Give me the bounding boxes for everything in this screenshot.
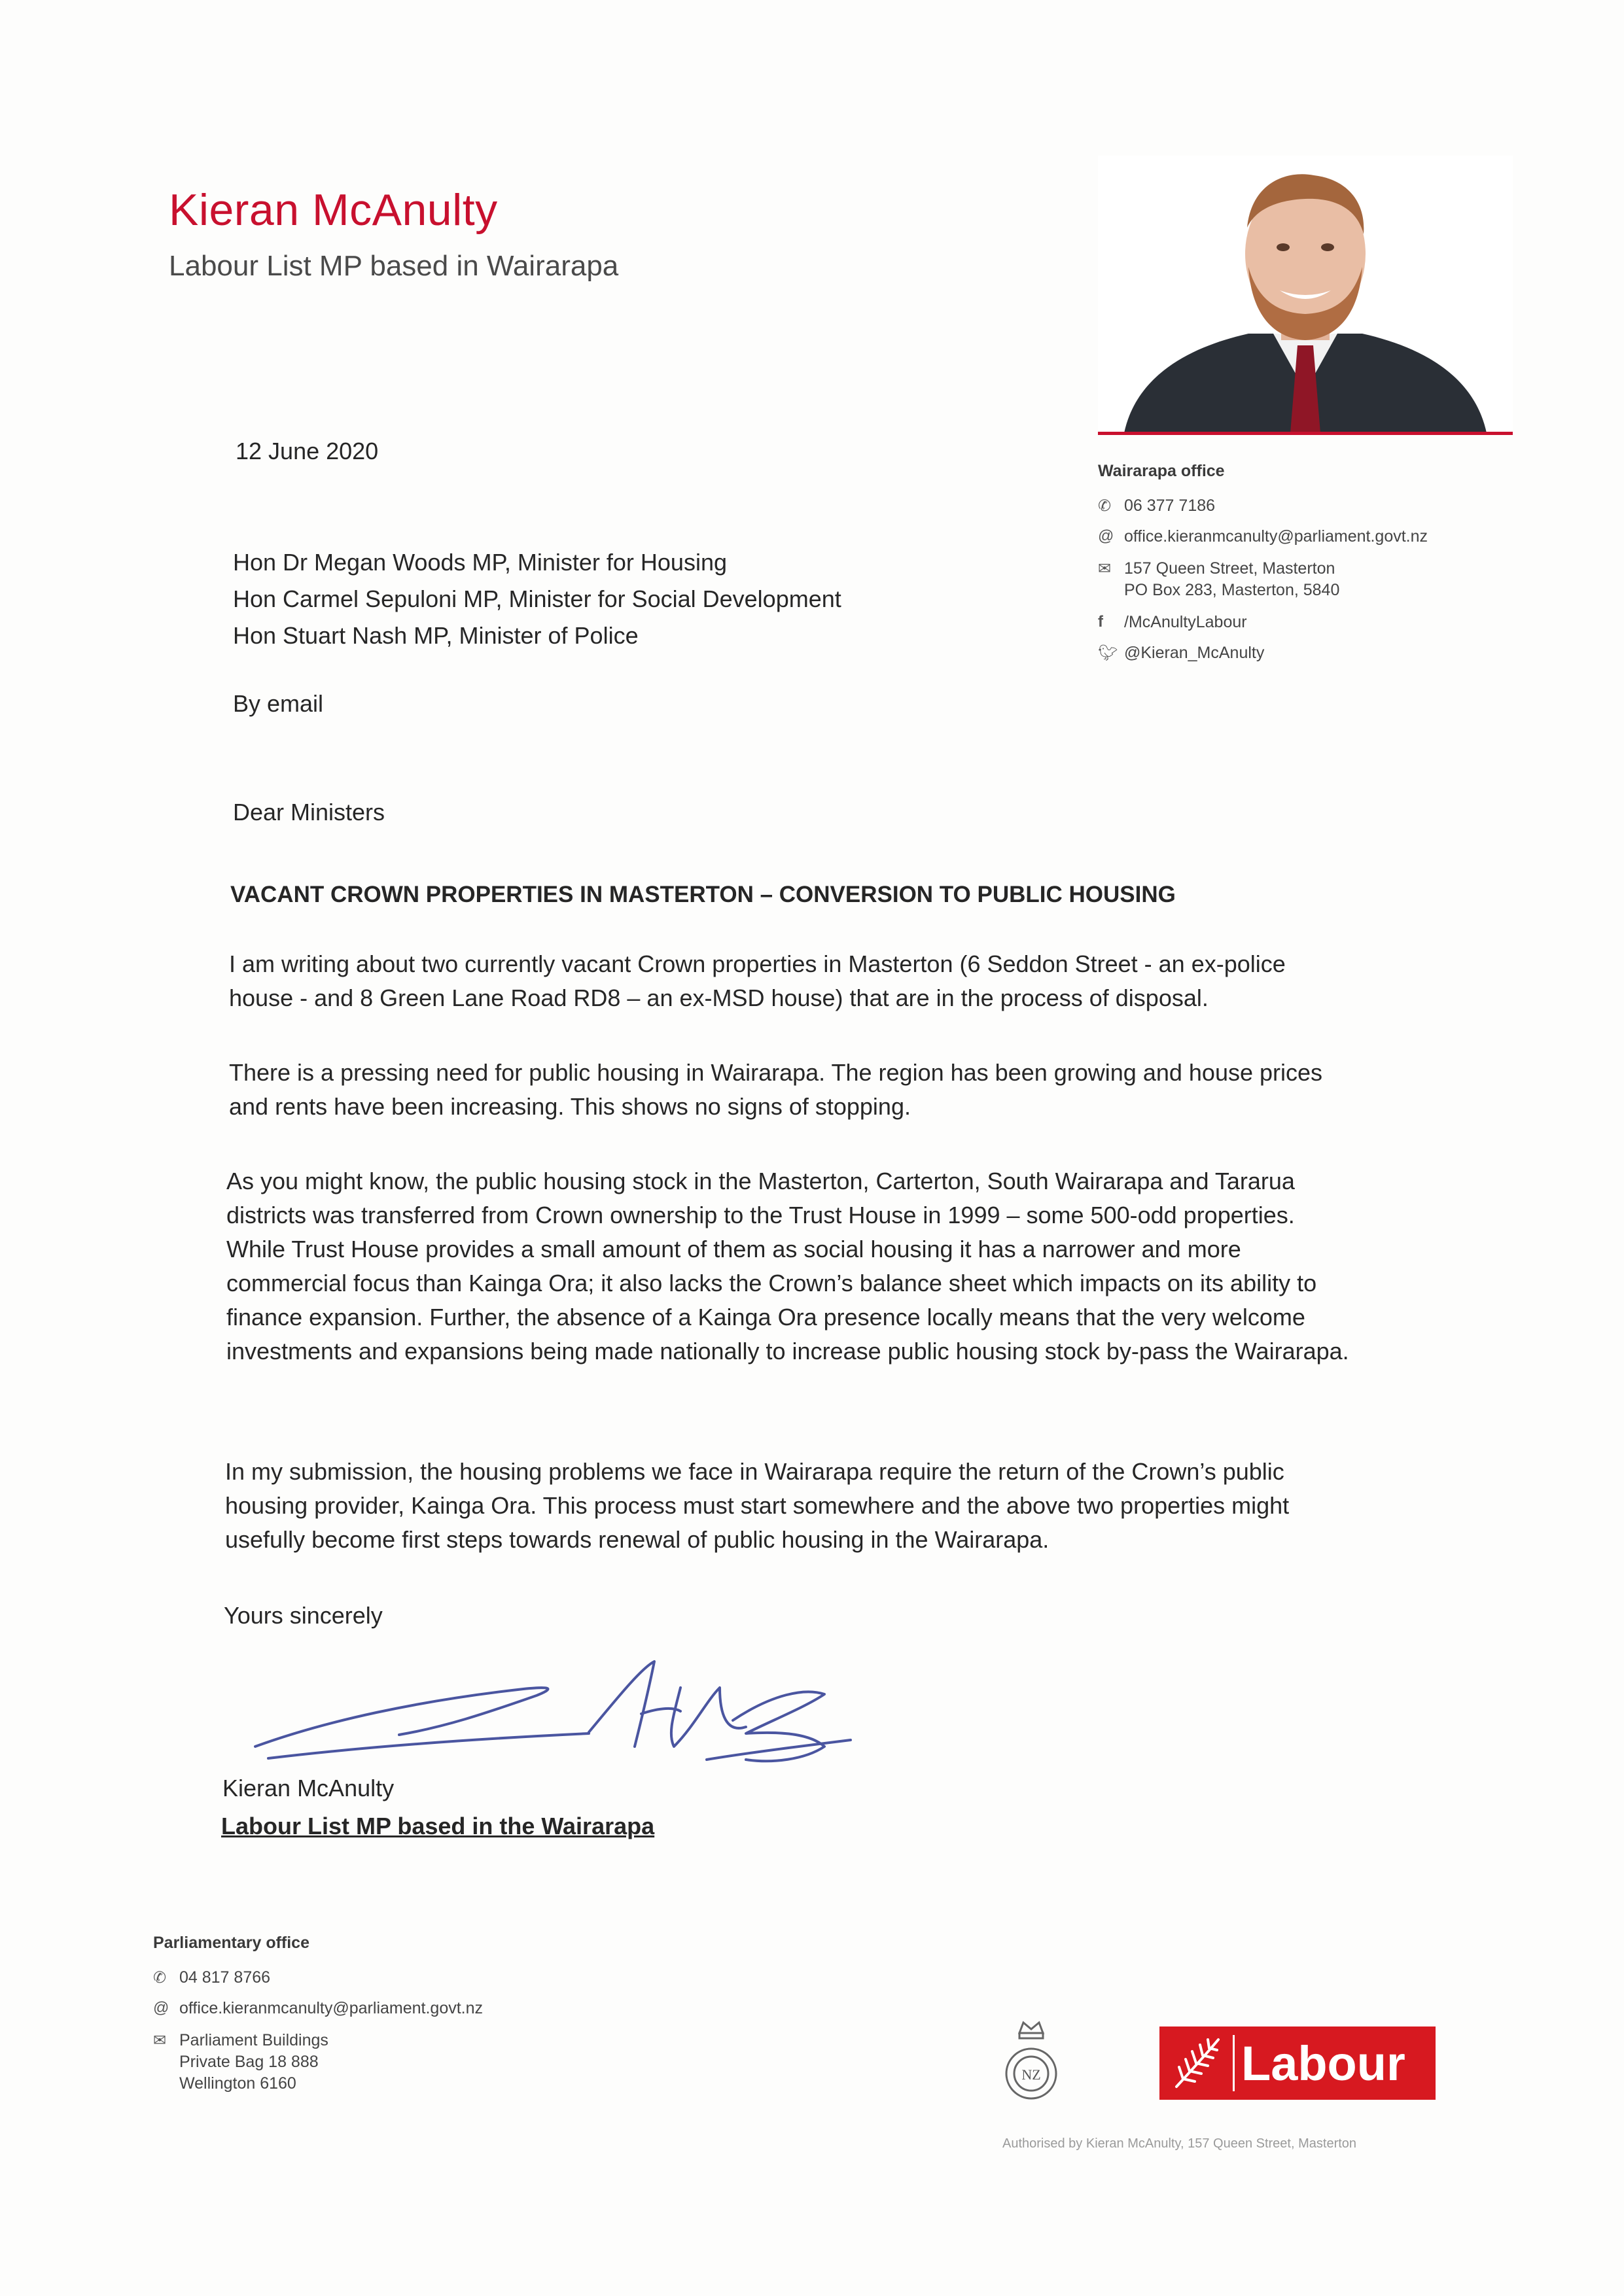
at-icon: @	[1098, 527, 1114, 545]
office-phone: 06 377 7186	[1124, 496, 1216, 515]
body-paragraph: There is a pressing need for public housing in Wairarapa. The region has been growing and house prices and rents have been increasing. This shows no signs of stopping.	[229, 1059, 1323, 1120]
mp-name: Kieran McAnulty	[169, 185, 498, 235]
body-paragraph: As you might know, the public housing stock in the Masterton, Carterton, South Wairarapa and Tararua districts was transferred from Crown ownership to the Trust House in 1999 – some 500-odd properties. While Trust House provides a small amount of them as social housing it has a narrower and more commercial focus than Kainga Ora; it also lacks the Crown’s balance sheet which impacts on its ability to finance expansion. Further, the absence of a Kainga Ora presence locally means that the very welcome investments and expansions being made nationally to increase public housing stock by-pass the Wairarapa.	[226, 1168, 1349, 1365]
parliamentary-office-contact	[153, 1934, 611, 2106]
mp-portrait	[1098, 156, 1513, 433]
labour-wordmark: Labour	[1241, 2036, 1405, 2091]
office-facebook: /McAnultyLabour	[1124, 613, 1247, 631]
parliament-address-line: Private Bag 18 888	[179, 2053, 319, 2071]
parliament-email: office.kieranmcanulty@parliament.govt.nz	[179, 1999, 484, 2017]
signatory-name: Kieran McAnulty	[222, 1775, 395, 1801]
labour-logo	[1159, 2026, 1436, 2100]
facebook-icon: f	[1098, 613, 1103, 631]
subject-line: VACANT CROWN PROPERTIES IN MASTERTON – CONVERSION TO PUBLIC HOUSING	[230, 882, 1176, 907]
closing: Yours sincerely	[224, 1602, 383, 1629]
phone-icon: ✆	[1098, 497, 1112, 515]
letter-date: 12 June 2020	[236, 438, 379, 464]
body-paragraph: I am writing about two currently vacant Crown properties in Masterton (6 Seddon Street - an ex-police house - and 8 Green Lane Road RD8 – an ex-MSD house) that are in the process of disposal.	[229, 950, 1286, 1011]
delivery-method: By email	[233, 690, 324, 717]
office-email: office.kieranmcanulty@parliament.govt.nz	[1124, 527, 1428, 546]
recipient: Hon Dr Megan Woods MP, Minister for Housing	[233, 549, 727, 576]
handwritten-signature	[249, 1648, 890, 1779]
office-address-line: PO Box 283, Masterton, 5840	[1124, 581, 1340, 599]
salutation: Dear Ministers	[233, 799, 385, 826]
portrait-rule	[1098, 432, 1513, 435]
body-paragraph: In my submission, the housing problems we face in Wairarapa require the return of the Crown’s public housing provider, Kainga Ora. This process must start somewhere and the above two properties might usefully become first steps towards renewal of public housing in the Wairarapa.	[225, 1458, 1290, 1553]
office-address-line: 157 Queen Street, Masterton	[1124, 559, 1335, 578]
recipients	[233, 544, 841, 654]
twitter-icon: 🐦︎	[1098, 644, 1118, 662]
logo-divider	[1233, 2035, 1235, 2091]
phone-icon: ✆	[153, 1969, 167, 1987]
at-icon: @	[153, 1999, 169, 2017]
parliament-address-line: Parliament Buildings	[179, 2031, 328, 2049]
office-twitter: @Kieran_McAnulty	[1124, 644, 1265, 662]
crest-label: NZ	[1021, 2066, 1041, 2083]
fern-icon	[1159, 2026, 1233, 2100]
parliament-title: Parliamentary office	[153, 1934, 309, 1952]
office-title: Wairarapa office	[1098, 462, 1225, 480]
wairarapa-office-contact	[1098, 462, 1523, 674]
envelope-icon: ✉	[1098, 560, 1112, 578]
parliament-phone: 04 817 8766	[179, 1968, 271, 1987]
parliament-address-line: Wellington 6160	[179, 2074, 296, 2093]
recipient: Hon Stuart Nash MP, Minister of Police	[233, 622, 639, 649]
recipient: Hon Carmel Sepuloni MP, Minister for Social Development	[233, 585, 841, 612]
signatory-role: Labour List MP based in the Wairarapa	[221, 1813, 655, 1839]
envelope-icon: ✉	[153, 2032, 167, 2049]
parliament-crest	[1000, 2019, 1063, 2104]
mp-subtitle: Labour List MP based in Wairarapa	[169, 250, 619, 282]
authorisation-statement: Authorised by Kieran McAnulty, 157 Queen Street, Masterton	[1002, 2136, 1357, 2151]
